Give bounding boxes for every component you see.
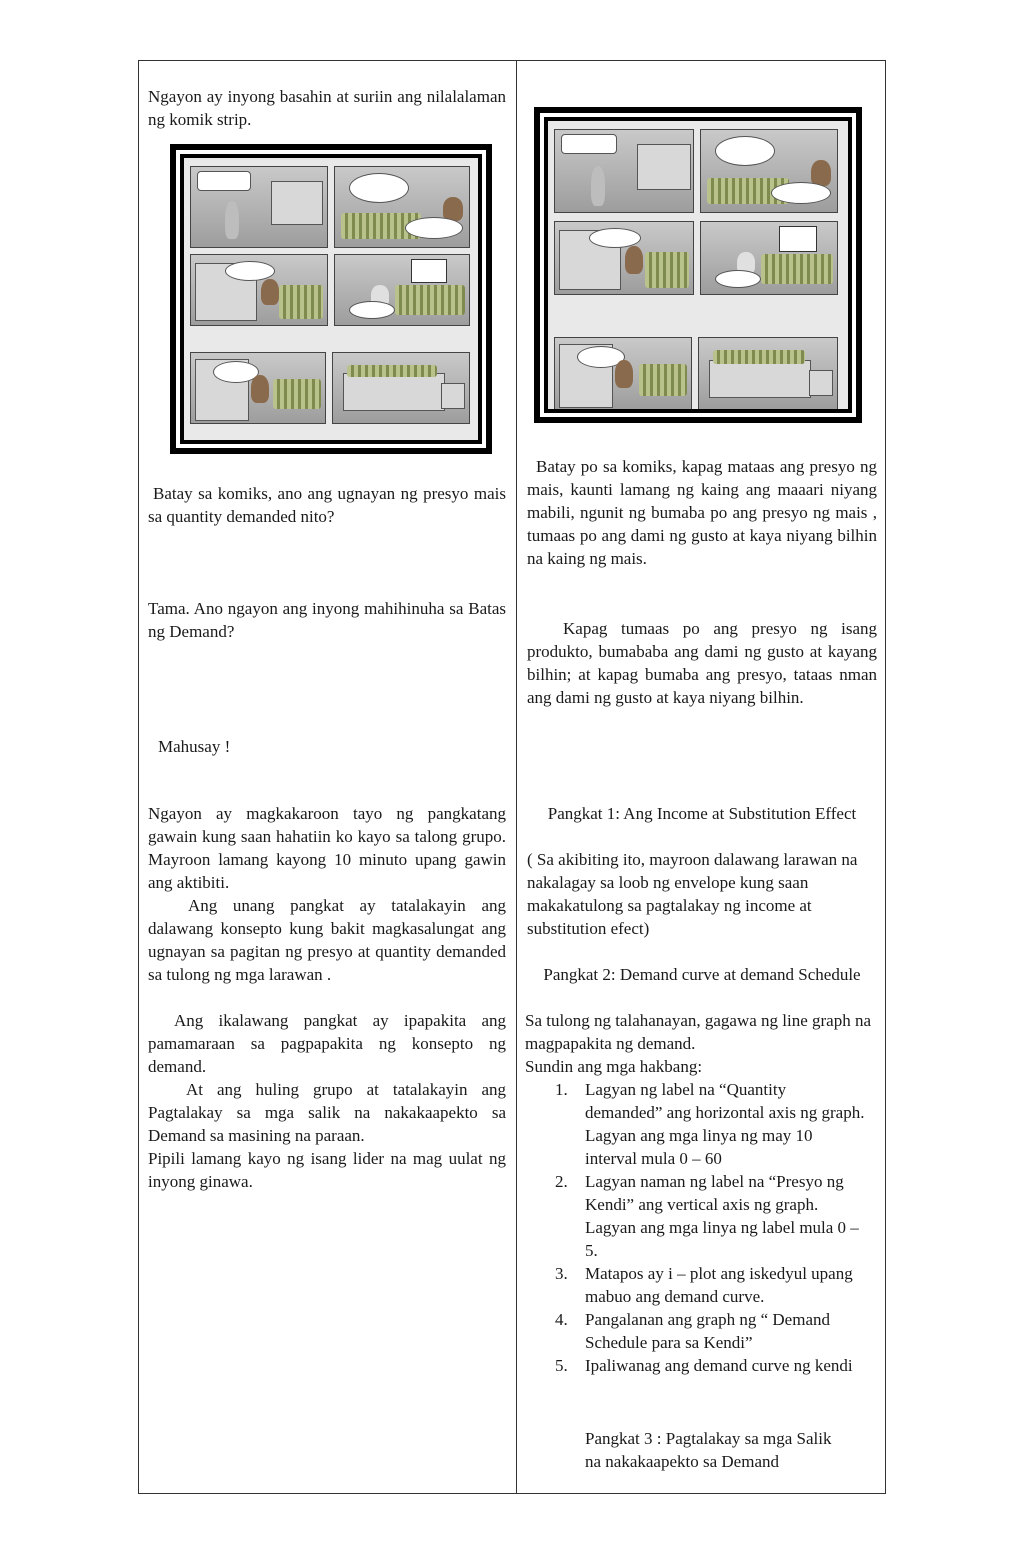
group-one-instruction: Ang unang pangkat ay tatalakayin ang dalawang konsepto kung bakit magkasalungat ang ugnayan sa pagitan ng presyo at quantity demanded sa tulong ng mga larawan . bbox=[148, 896, 506, 984]
lesson-table bbox=[138, 60, 886, 1494]
step-item: 1. Lagyan ng label na “Quantity demanded” ang horizontal axis ng graph. Lagyan ang mga linya ng may 10 interval mula 0 – 60 bbox=[555, 1080, 865, 1168]
answer-comic: Batay po sa komiks, kapag mataas ang presyo ng mais, kaunti lamang ng kaing ang maaari niyang mabili, ngunit ng bumaba po ang presyo ng mais , tumaas po ang dami ng gusto at kaya niyang bilhin na kaing ng mais. bbox=[527, 457, 877, 568]
group-one-description: ( Sa akibiting ito, mayroon dalawang larawan na nakalagay sa loob ng envelope kung saan makakatulong sa pagtalakay ng income at substitution efect) bbox=[527, 850, 858, 938]
group-one-title: Pangkat 1: Ang Income at Substitution Effect bbox=[547, 804, 857, 823]
group-three-title: Pangkat 3 : Pagtalakay sa mga Salik na nakakaapekto sa Demand bbox=[585, 1429, 832, 1471]
leader-instruction: Pipili lamang kayo ng isang lider na mag uulat ng inyong ginawa. bbox=[148, 1149, 506, 1191]
comic-strip-left bbox=[170, 144, 492, 454]
answer-law-of-demand: Kapag tumaas po ang presyo ng isang produkto, bumababa ang dami ng gusto at kayang bilhin; at kapag bumaba ang presyo, tataas nman ang dami ng gusto at kaya niyang bilhin. bbox=[527, 619, 877, 707]
group-two-description: Sa tulong ng talahanayan, gagawa ng line graph na magpapakita ng demand. bbox=[525, 1011, 872, 1053]
column-divider bbox=[516, 61, 517, 1493]
step-item: 2. Lagyan naman ng label na “Presyo ng Kendi” ang vertical axis ng graph. Lagyan ang mga linya ng label mula 0 – 5. bbox=[555, 1172, 859, 1260]
question-price-quantity: Batay sa komiks, ano ang ugnayan ng presyo mais sa quantity demanded nito? bbox=[148, 484, 506, 526]
steps-intro: Sundin ang mga hakbang: bbox=[525, 1057, 703, 1076]
group-three-instruction: At ang huling grupo at tatalakayin ang Pagtalakay sa mga salik na nakakaapekto sa Demand sa masining na paraan. bbox=[148, 1080, 506, 1145]
intro-text: Ngayon ay inyong basahin at suriin ang nilalalaman ng komik strip. bbox=[148, 87, 506, 129]
group-two-instruction: Ang ikalawang pangkat ay ipapakita ang pamamaraan sa pagpapakita ng konsepto ng demand. bbox=[148, 1011, 506, 1076]
step-item: 5. Ipaliwanag ang demand curve ng kendi bbox=[555, 1356, 853, 1375]
comic-strip-right bbox=[534, 107, 862, 423]
steps-list bbox=[525, 1078, 865, 1377]
step-item: 4. Pangalanan ang graph ng “ Demand Schedule para sa Kendi” bbox=[555, 1310, 830, 1352]
step-item: 3. Matapos ay i – plot ang iskedyul upang mabuo ang demand curve. bbox=[555, 1264, 853, 1306]
question-law-of-demand: Tama. Ano ngayon ang inyong mahihinuha sa Batas ng Demand? bbox=[148, 599, 506, 641]
group-work-intro: Ngayon ay magkakaroon tayo ng pangkatang gawain kung saan hahatiin ko kayo sa talong grupo. Mayroon lamang kayong 10 minuto upang gawin ang aktibiti. bbox=[148, 804, 506, 892]
group-two-title: Pangkat 2: Demand curve at demand Schedule bbox=[543, 965, 861, 984]
praise-text: Mahusay ! bbox=[158, 737, 231, 756]
